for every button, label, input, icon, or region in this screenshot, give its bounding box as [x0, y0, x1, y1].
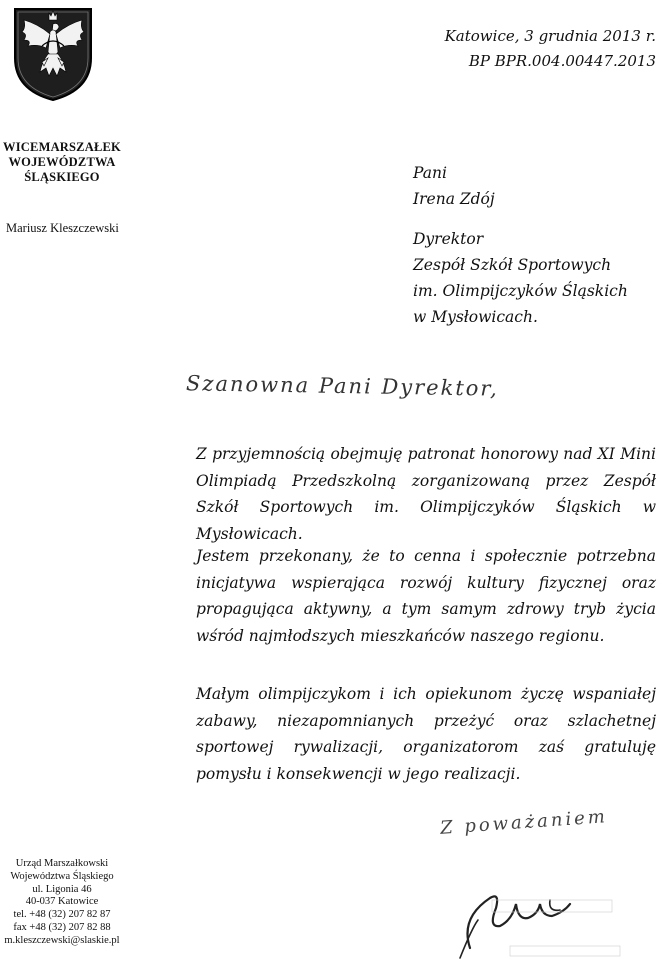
footer-line-1: Urząd Marszałkowski [15, 858, 109, 869]
footer-line-3: ul. Ligonia 46 [32, 883, 92, 895]
footer-fax: fax +48 (32) 207 82 88 [13, 921, 111, 933]
office-line-1: WICEMARSZAŁEK [3, 140, 121, 154]
recipient-role: Dyrektor [413, 230, 484, 248]
paragraph-2-text: Jestem przekonany, że to cenna i społecznie potrzebna inicjatywa wspierająca rozwój kultury fizycznej oraz propagująca aktywny, a tym samym zdrowy tryb życia wśród najmłodszych mieszkańców naszego regionu. [196, 547, 656, 645]
recipient-school-1: Zespół Szkół Sportowych [413, 256, 612, 274]
footer-line-2: Województwa Śląskiego [10, 870, 114, 882]
office-line-3: ŚLĄSKIEGO [24, 170, 100, 184]
coat-of-arms-icon [12, 6, 94, 102]
office-title [0, 140, 124, 185]
date-block [445, 24, 656, 74]
paragraph-1-text: Z przyjemnością obejmuję patronat honorowy nad XI Mini Olimpiadą Przedszkolną zorganizowaną przez Zespół Szkół Sportowych im. Olimpijczyków Śląskich w Mysłowicach. [196, 445, 656, 543]
recipient-school-3: w Mysłowicach. [413, 308, 538, 326]
body-paragraph-2 [196, 543, 656, 649]
handwritten-closing: Z poważaniem [439, 806, 609, 839]
footer-contact [0, 858, 124, 948]
recipient-salutation: Pani [413, 164, 447, 182]
handwritten-greeting: Szanowna Pani Dyrektor, [185, 371, 500, 401]
footer-line-4: 40-037 Katowice [25, 896, 99, 908]
letter-date: Katowice, 3 grudnia 2013 r. [444, 27, 656, 45]
recipient-school-2: im. Olimpijczyków Śląskich [413, 282, 628, 300]
recipient-name: Irena Zdój [413, 190, 495, 208]
signature-icon [400, 808, 666, 960]
body-paragraph-1 [196, 441, 656, 547]
recipient-gap [413, 212, 628, 226]
reference-number: BP BPR.004.00447.2013 [468, 52, 656, 70]
body-paragraph-3 [196, 681, 656, 787]
sender-name: Mariusz Kleszczewski [6, 221, 119, 235]
footer-email: m.kleszczewski@slaskie.pl [4, 934, 120, 946]
office-line-2: WOJEWÓDZTWA [8, 155, 116, 169]
recipient-block [413, 160, 628, 330]
paragraph-3-text: Małym olimpijczykom i ich opiekunom życzę wspaniałej zabawy, niezapomnianych przeżyć oraz szlachetnej sportowej rywalizacji, organizatorom zaś gratuluję pomysłu i konsekwencji w jego realizacji. [196, 685, 656, 783]
footer-phone: tel. +48 (32) 207 82 87 [13, 909, 111, 921]
